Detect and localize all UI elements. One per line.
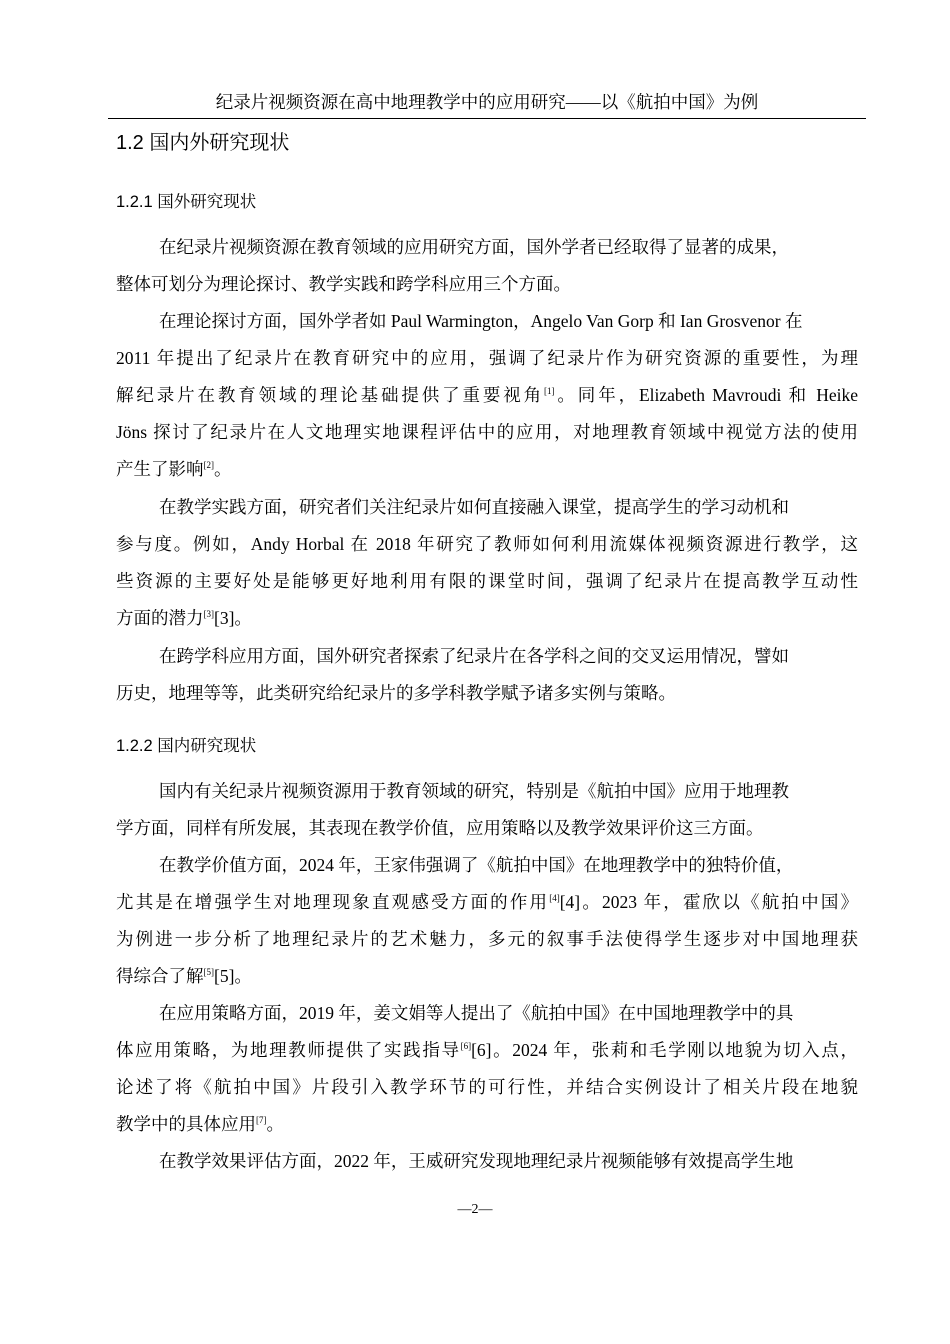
text-run: [5]。 bbox=[214, 966, 252, 986]
citation-marker: [3] bbox=[203, 609, 214, 619]
text-run: 。同年，Elizabeth Mavroudi 和 Heike bbox=[554, 385, 858, 405]
subsection-heading-domestic: 1.2.2 国内研究现状 bbox=[116, 737, 257, 755]
citation-marker: [2] bbox=[203, 460, 214, 470]
running-header: 纪录片视频资源在高中地理教学中的应用研究——以《航拍中国》为例 bbox=[108, 88, 866, 119]
paragraph-line: 国内有关纪录片视频资源用于教育领域的研究，特别是《航拍中国》应用于地理教 bbox=[159, 781, 789, 801]
text-run: 解纪录片在教育领域的理论基础提供了重要视角 bbox=[116, 385, 545, 405]
paragraph-line: 在教学效果评估方面，2022 年，王威研究发现地理纪录片视频能够有效提高学生地 bbox=[159, 1151, 794, 1171]
paragraph-line: Jöns 探讨了纪录片在人文地理实地课程评估中的应用，对地理教育领域中视觉方法的使用 bbox=[116, 422, 858, 442]
citation-marker: [7] bbox=[256, 1115, 267, 1125]
text-run: 体应用策略，为地理教师提供了实践指导 bbox=[116, 1040, 461, 1060]
paragraph-line: 学方面，同样有所发展，其表现在教学价值，应用策略以及教学效果评价这三方面。 bbox=[116, 818, 764, 838]
text-run: [6]。2024 年，张莉和毛学刚以地貌为切入点， bbox=[471, 1040, 858, 1060]
paragraph-line: 历史，地理等等，此类研究给纪录片的多学科教学赋予诸多实例与策略。 bbox=[116, 683, 676, 703]
paragraph-line bbox=[116, 963, 252, 989]
text-run: 方面的潜力 bbox=[116, 608, 204, 628]
paragraph-line: 在应用策略方面，2019 年，姜文娟等人提出了《航拍中国》在中国地理教学中的具 bbox=[159, 1003, 794, 1023]
section-heading: 1.2 国内外研究现状 bbox=[116, 132, 290, 154]
text-run: 。 bbox=[214, 459, 232, 479]
paragraph-line: 在纪录片视频资源在教育领域的应用研究方面，国外学者已经取得了显著的成果， bbox=[159, 237, 789, 257]
paragraph-line: 为例进一步分析了地理纪录片的艺术魅力，多元的叙事手法使得学生逐步对中国地理获 bbox=[116, 929, 858, 949]
text-run: 教学中的具体应用 bbox=[116, 1114, 256, 1134]
text-run: 得综合了解 bbox=[116, 966, 204, 986]
text-run: 产生了影响 bbox=[116, 459, 204, 479]
paragraph-line bbox=[116, 1111, 284, 1137]
paragraph-line: 些资源的主要好处是能够更好地利用有限的课堂时间，强调了纪录片在提高教学互动性 bbox=[116, 571, 858, 591]
citation-marker: [4] bbox=[549, 893, 560, 903]
paragraph-line: 在跨学科应用方面，国外研究者探索了纪录片在各学科之间的交叉运用情况，譬如 bbox=[159, 646, 789, 666]
text-run: [4]。2023 年，霍欣以《航拍中国》 bbox=[559, 892, 859, 912]
text-run: 。 bbox=[266, 1114, 284, 1134]
paragraph-line: 参与度。例如，Andy Horbal 在 2018 年研究了教师如何利用流媒体视频资源进行教学，这 bbox=[116, 534, 858, 554]
paragraph-line: 整体可划分为理论探讨、教学实践和跨学科应用三个方面。 bbox=[116, 274, 571, 294]
paragraph-line bbox=[116, 456, 232, 482]
text-run: 尤其是在增强学生对地理现象直观感受方面的作用 bbox=[116, 892, 550, 912]
paragraph-line: 2011 年提出了纪录片在教育研究中的应用，强调了纪录片作为研究资源的重要性，为理 bbox=[116, 348, 858, 368]
citation-marker: [6] bbox=[460, 1041, 472, 1051]
citation-marker: [1] bbox=[544, 386, 555, 396]
subsection-heading-foreign: 1.2.1 国外研究现状 bbox=[116, 193, 257, 211]
paragraph-line: 在教学价值方面，2024 年，王家伟强调了《航拍中国》在地理教学中的独特价值， bbox=[159, 855, 794, 875]
paragraph-line: 在理论探讨方面，国外学者如 Paul Warmington，Angelo Van Gorp 和 Ian Grosvenor 在 bbox=[159, 311, 803, 331]
citation-marker: [5] bbox=[203, 967, 214, 977]
paragraph-line: 在教学实践方面，研究者们关注纪录片如何直接融入课堂，提高学生的学习动机和 bbox=[159, 497, 789, 517]
paragraph-line bbox=[116, 1037, 858, 1063]
text-run: [3]。 bbox=[214, 608, 252, 628]
paragraph-line: 论述了将《航拍中国》片段引入教学环节的可行性，并结合实例设计了相关片段在地貌 bbox=[116, 1077, 858, 1097]
paragraph-line bbox=[116, 605, 252, 631]
paragraph-line bbox=[116, 889, 858, 915]
paragraph-line bbox=[116, 382, 858, 408]
page-number: —2— bbox=[457, 1202, 493, 1217]
